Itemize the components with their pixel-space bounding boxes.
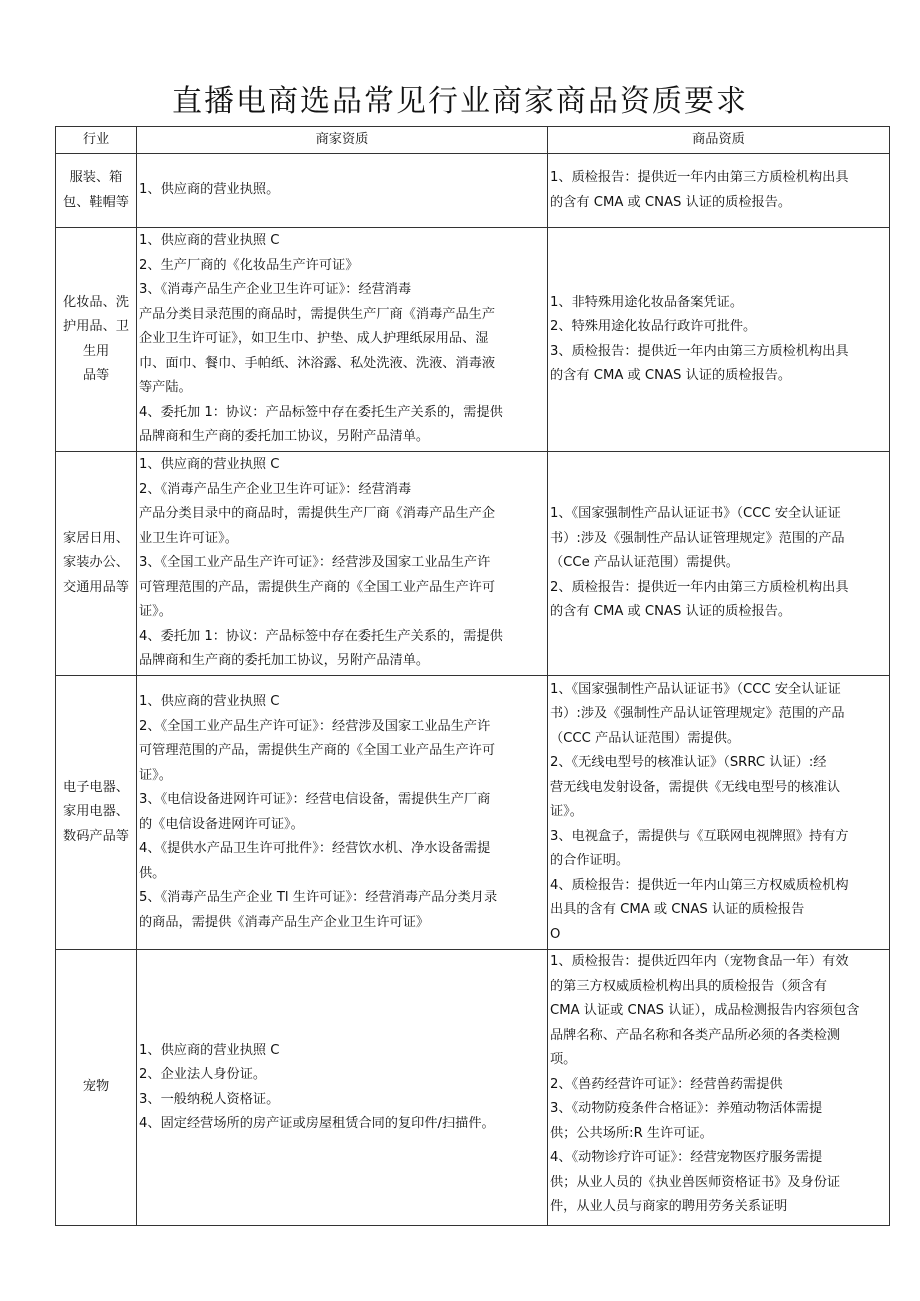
industry-text-line: 交通用品等	[63, 579, 129, 595]
product-text-line: 2、特殊用途化妆品行政许可批件。	[550, 319, 757, 334]
merchant-text-line: 2、《全国工业产品生产许可证》：经营涉及国家工业品生产许	[139, 718, 491, 734]
merchant-text-line: 3、《全国工业产品生产许可证》：经营涉及国家工业品生产许	[139, 555, 491, 571]
product-text-line: 2、《兽药经营许可证》：经营兽药需提供	[550, 1076, 783, 1092]
industry-cell	[56, 228, 137, 452]
industry-text-line: 服装、箱	[69, 170, 123, 185]
merchant-text-line: 的商品，需提供《消毒产品生产企业卫生许可证》	[139, 914, 430, 930]
product-qualification-cell	[548, 950, 890, 1226]
product-text-line: 营无线电发射设备，需提供《无线电型号的核准认	[550, 779, 841, 795]
merchant-text-line: 品牌商和生产商的委托加工协议，另附产品清单。	[139, 429, 430, 445]
merchant-text-line: 1、供应商的营业执照 C	[139, 457, 280, 473]
merchant-text-line: 2、《消毒产品生产企业卫生许可证》：经营消毒	[139, 481, 412, 497]
product-qualification-cell	[548, 452, 890, 676]
merchant-text-line: 的《电信设备进网许可证》。	[139, 816, 304, 832]
merchant-qualification-cell	[137, 452, 548, 676]
merchant-qualification-cell	[137, 676, 548, 950]
product-text-line: 的含有 CMA 或 CNAS 认证的质检报告。	[550, 194, 792, 210]
product-text-line: 3、电视盒子，需提供与《互联网电视牌照》持有方	[550, 828, 849, 844]
industry-text-line: 包、鞋帽等	[63, 194, 129, 210]
product-text-line: 书）:涉及《强制性产品认证管理规定》范围的产品	[550, 706, 845, 722]
product-text-line: 的含有 CMA 或 CNAS 认证的质检报告。	[550, 604, 792, 620]
page-title: 直播电商选品常见行业商家商品资质要求	[172, 84, 748, 119]
industry-text-line: 数码产品等	[63, 828, 129, 844]
product-text-line: 的含有 CMA 或 CNAS 认证的质检报告。	[550, 368, 792, 383]
industry-cell	[56, 676, 137, 950]
product-text-line: 1、质检报告：提供近四年内（宠物食品一年）有效	[550, 954, 849, 969]
industry-text-line: 品等	[82, 368, 110, 383]
industry-text-line: 化妆品、洗	[63, 294, 129, 310]
merchant-qualification-cell	[137, 228, 548, 452]
industry-text-line: 家装办公、	[63, 555, 129, 571]
merchant-text-line: 3、一般纳税人资格证。	[139, 1091, 280, 1107]
merchant-text-line: 4、委托加 1：协议：产品标签中存在委托生产关系的，需提供	[139, 628, 503, 644]
merchant-text-line: 证》。	[139, 767, 172, 783]
product-text-line: CMA 认证或 CNAS 认证），成品检测报告内容须包含	[550, 1003, 860, 1018]
merchant-text-line: 产品分类目录中的商品时，需提供生产厂商《消毒产品生产企	[139, 506, 496, 522]
industry-text-line: 电子电器、	[63, 779, 129, 795]
product-text-line: 出具的含有 CMA 或 CNAS 认证的质检报告	[550, 902, 805, 918]
header-merchant-qualification: 商家资质	[137, 127, 548, 154]
merchant-text-line: 可管理范围的产品，需提供生产商的《全国工业产品生产许可	[139, 579, 496, 595]
merchant-text-line: 产品分类目录范围的商品时，需提供生产厂商《消毒产品生产	[139, 306, 496, 322]
industry-text-line: 宠物	[82, 1079, 110, 1095]
product-text-line: 3、质检报告：提供近一年内由第三方质检机构出具	[550, 343, 849, 359]
product-text-line: 1、非特殊用途化妆品备案凭证。	[550, 294, 744, 310]
product-qualification-cell	[548, 154, 890, 228]
merchant-text-line: 1、供应商的营业执照。	[139, 182, 280, 198]
merchant-text-line: 供。	[139, 865, 166, 881]
industry-text-line: 家用电器、	[63, 804, 129, 820]
product-text-line: 书）:涉及《强制性产品认证管理规定》范围的产品	[550, 530, 845, 546]
header-industry: 行业	[56, 127, 137, 154]
product-text-line: 品牌名称、产品名称和各类产品所必须的各类检测	[550, 1027, 841, 1043]
table-row	[56, 676, 890, 950]
table-row	[56, 228, 890, 452]
product-text-line: 1、《国家强制性产品认证证书》（CCC 安全认证证	[550, 506, 841, 522]
product-qualification-cell	[548, 676, 890, 950]
qualification-table	[55, 126, 890, 1226]
product-text-line: 3、《动物防疫条件合格证》：养殖动物活体需提	[550, 1101, 823, 1116]
product-text-line: （CCe 产品认证范围）需提供。	[550, 555, 739, 571]
product-text-line: 的第三方权威质检机构出具的质检报告（须含有	[550, 978, 827, 994]
merchant-text-line: 可管理范围的产品，需提供生产商的《全国工业产品生产许可	[139, 743, 496, 758]
merchant-text-line: 巾、面巾、餐巾、手帕纸、沐浴露、私处洗液、洗液、消毒液	[139, 355, 496, 371]
product-text-line: 1、质检报告：提供近一年内由第三方质检机构出具	[550, 170, 849, 185]
merchant-text-line: 企业卫生许可证》，如卫生巾、护垫、成人护理纸尿用品、湿	[139, 331, 489, 347]
product-text-line: 1、《国家强制性产品认证证书》（CCC 安全认证证	[550, 681, 841, 697]
product-text-line: 2、《无线电型号的核准认证》（SRRC 认证）:经	[550, 755, 827, 771]
industry-text-line: 家居日用、	[63, 530, 129, 546]
merchant-text-line: 业卫生许可证》。	[139, 530, 238, 546]
header-product-qualification: 商品资质	[548, 127, 890, 154]
merchant-text-line: 4、固定经营场所的房产证或房屋租赁合同的复印件/扫描件。	[139, 1116, 495, 1131]
product-text-line: 件，从业人员与商家的聘用劳务关系证明	[550, 1199, 788, 1214]
product-text-line: 4、《动物诊疗许可证》：经营宠物医疗服务需提	[550, 1150, 823, 1165]
industry-cell	[56, 452, 137, 676]
table-row	[56, 154, 890, 228]
table-header-row	[56, 127, 890, 154]
merchant-text-line: 1、供应商的营业执照 C	[139, 1042, 280, 1058]
merchant-text-line: 1、供应商的营业执照 C	[139, 233, 280, 249]
product-text-line: 的合作证明。	[550, 853, 630, 869]
product-text-line: 2、质检报告：提供近一年内由第三方质检机构出具	[550, 579, 849, 595]
merchant-text-line: 2、生产厂商的《化妆品生产许可证》	[139, 257, 359, 273]
product-text-line: 4、质检报告：提供近一年内山第三方权威质检机构	[550, 877, 849, 893]
industry-text-line: 护用品、卫	[63, 319, 129, 334]
merchant-text-line: 4、《提供水产品卫生许可批件》：经营饮水机、净水设备需提	[139, 841, 491, 856]
merchant-qualification-cell	[137, 950, 548, 1226]
industry-cell	[56, 950, 137, 1226]
table-row	[56, 452, 890, 676]
product-text-line: 供；公共场所:R 生许可证。	[550, 1125, 713, 1141]
industry-cell	[56, 154, 137, 228]
merchant-text-line: 3、《消毒产品生产企业卫生许可证》：经营消毒	[139, 282, 412, 298]
product-text-line: 证》。	[550, 804, 583, 820]
merchant-text-line: 3、《电信设备进网许可证》：经营电信设备，需提供生产厂商	[139, 792, 491, 807]
table-row	[56, 950, 890, 1226]
merchant-text-line: 证》。	[139, 604, 172, 620]
merchant-text-line: 品牌商和生产商的委托加工协议，另附产品清单。	[139, 653, 430, 669]
product-qualification-cell	[548, 228, 890, 452]
merchant-qualification-cell	[137, 154, 548, 228]
merchant-text-line: 1、供应商的营业执照 C	[139, 694, 280, 709]
merchant-text-line: 等产陆。	[139, 380, 192, 396]
product-text-line: 供；从业人员的《执业兽医师资格证书》及身份证	[550, 1174, 841, 1190]
product-text-line: 项。	[550, 1052, 577, 1067]
merchant-text-line: 5、《消毒产品生产企业 Tl 生许可证》：经营消毒产品分类月录	[139, 890, 498, 905]
product-text-line: O	[550, 926, 561, 942]
industry-text-line: 生用	[82, 343, 110, 359]
product-text-line: （CCC 产品认证范围）需提供。	[550, 730, 741, 746]
merchant-text-line: 2、企业法人身份证。	[139, 1067, 267, 1082]
merchant-text-line: 4、委托加 1：协议：产品标签中存在委托生产关系的，需提供	[139, 404, 503, 420]
